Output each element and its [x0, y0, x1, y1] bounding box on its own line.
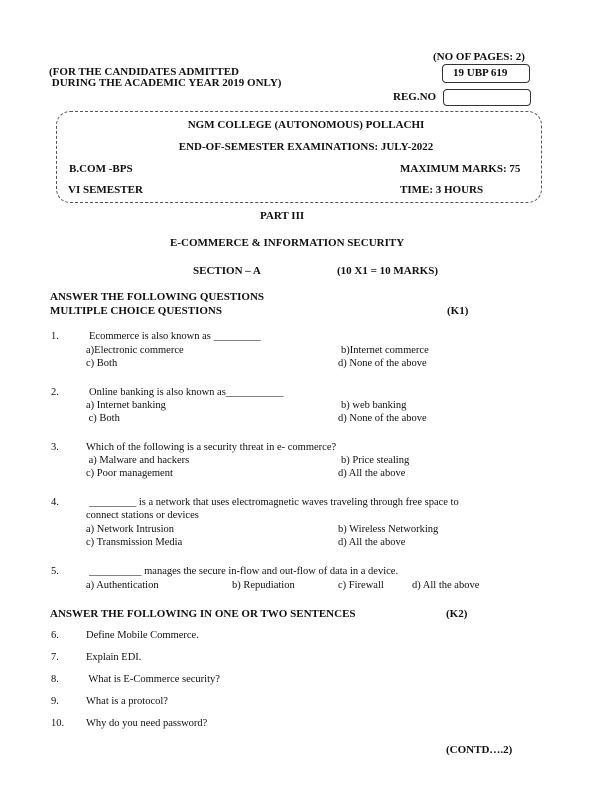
option-a: a) Authentication — [86, 580, 159, 591]
reg-no-field[interactable] — [443, 89, 531, 106]
section-title: SECTION – A — [193, 265, 261, 277]
question-text: Which of the following is a security threat in e- commerce? — [86, 442, 337, 453]
question-text: What is E-Commerce security? — [86, 674, 220, 685]
option-c: c) Poor management — [86, 468, 173, 479]
page-count: (NO OF PAGES: 2) — [433, 51, 525, 63]
option-d: d) None of the above — [338, 358, 427, 369]
subject-title: E-COMMERCE & INFORMATION SECURITY — [170, 237, 405, 249]
question-text-continued: connect stations or devices — [86, 510, 199, 521]
question-text: Why do you need password? — [86, 718, 208, 729]
subject-code-box — [442, 64, 530, 83]
mcq-heading-1: ANSWER THE FOLLOWING QUESTIONS — [50, 291, 265, 303]
continued-note: (CONTD….2) — [446, 744, 513, 756]
option-d: d) All the above — [338, 537, 406, 548]
option-c: c) Both — [86, 358, 118, 369]
option-a: a) Internet banking — [86, 400, 166, 411]
question-text: __________ manages the secure in-flow and out-flow of data in a device. — [89, 566, 399, 577]
question-number: 10. — [51, 718, 65, 729]
question-number: 5. — [51, 566, 59, 577]
question-number: 8. — [51, 674, 59, 685]
option-b: b)Internet commerce — [341, 345, 429, 356]
question-number: 2. — [51, 387, 59, 398]
question-text: Ecommerce is also known as _________ — [89, 331, 261, 342]
question-text: Define Mobile Commerce. — [86, 630, 199, 641]
question-text: Online banking is also known as___________ — [89, 387, 284, 398]
short-heading: ANSWER THE FOLLOWING IN ONE OR TWO SENTENCES — [50, 608, 356, 620]
question-number: 7. — [51, 652, 59, 663]
part-title: PART III — [260, 210, 305, 222]
option-b: b) Price stealing — [341, 455, 410, 466]
question-number: 3. — [51, 442, 59, 453]
question-text: _________ is a network that uses electromagnetic waves traveling through free space to — [89, 497, 459, 508]
option-c: c) Firewall — [338, 580, 384, 591]
option-d: d) None of the above — [338, 413, 427, 424]
question-number: 9. — [51, 696, 59, 707]
question-text: What is a protocol? — [86, 696, 168, 707]
option-b: b) Wireless Networking — [338, 524, 439, 535]
option-d: d) All the above — [412, 580, 480, 591]
exam-time: TIME: 3 HOURS — [400, 184, 484, 196]
option-a: a) Malware and hackers — [86, 455, 190, 466]
reg-no-label: REG.NO — [393, 91, 437, 103]
mcq-heading-2: MULTIPLE CHOICE QUESTIONS — [50, 305, 222, 317]
admitted-line-2: DURING THE ACADEMIC YEAR 2019 ONLY) — [49, 77, 282, 89]
option-d: d) All the above — [338, 468, 406, 479]
college-name: NGM COLLEGE (AUTONOMOUS) POLLACHI — [187, 119, 425, 131]
option-a: a) Network Intrusion — [86, 524, 175, 535]
short-level: (K2) — [446, 608, 468, 620]
section-marks: (10 X1 = 10 MARKS) — [337, 265, 438, 277]
mcq-level: (K1) — [447, 305, 469, 317]
course: B.COM -BPS — [69, 163, 133, 175]
exam-title: END-OF-SEMESTER EXAMINATIONS: JULY-2022 — [178, 141, 434, 153]
question-number: 4. — [51, 497, 59, 508]
admitted-line-1: (FOR THE CANDIDATES ADMITTED — [49, 66, 239, 78]
question-text: Explain EDI. — [86, 652, 142, 663]
option-b: b) web banking — [341, 400, 407, 411]
option-c: c) Both — [86, 413, 120, 424]
max-marks: MAXIMUM MARKS: 75 — [400, 163, 521, 175]
option-b: b) Repudiation — [232, 580, 295, 591]
option-c: c) Transmission Media — [86, 537, 183, 548]
option-a: a)Electronic commerce — [86, 345, 184, 356]
semester: VI SEMESTER — [68, 184, 143, 196]
question-number: 6. — [51, 630, 59, 641]
subject-code: 19 UBP 619 — [453, 67, 508, 79]
question-number: 1. — [51, 331, 59, 342]
